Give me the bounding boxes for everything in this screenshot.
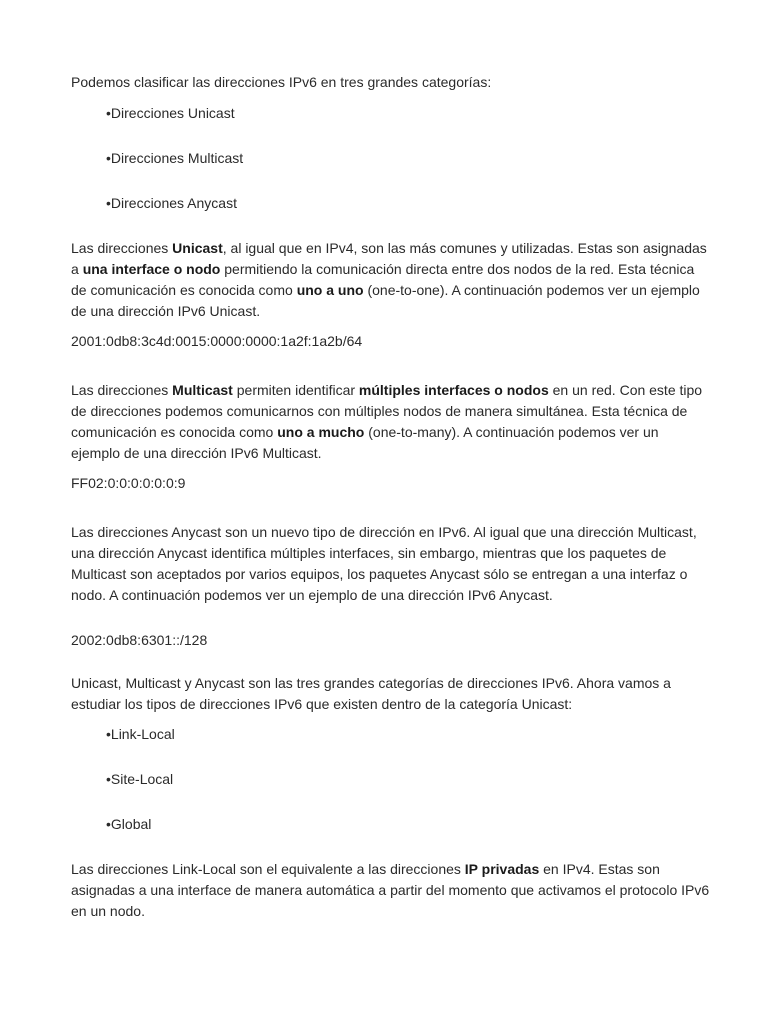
list-item: •Direcciones Multicast <box>106 150 244 166</box>
text-span: Las direcciones Link-Local son el equivalente a las direcciones <box>71 861 465 877</box>
list-item: •Site-Local <box>106 771 174 787</box>
text-span: Las direcciones <box>71 382 173 398</box>
intro-paragraph: Podemos clasificar las direcciones IPv6 en tres grandes categorías: <box>71 74 492 90</box>
bold-term: uno a uno <box>296 282 364 298</box>
anycast-example: 2002:0db8:6301::/128 <box>71 632 208 648</box>
bold-term: IP privadas <box>464 861 540 877</box>
multicast-paragraph <box>71 380 711 464</box>
text-span: permiten identificar <box>232 382 359 398</box>
unicast-types-intro: Unicast, Multicast y Anycast son las tres grandes categorías de direcciones IPv6. Ahora vamos a estudiar los tipos de direcciones IPv6 que existen dentro de la categoría Unicast: <box>71 675 671 712</box>
unicast-paragraph <box>71 238 711 322</box>
text-span: (one-to-many). A continuación podemos ver un ejemplo de una dirección IPv6 Multicast. <box>71 424 659 461</box>
text-span: , al igual que en IPv4, son las más comunes y utilizadas. Estas son asignadas a <box>71 240 707 277</box>
bold-term: múltiples interfaces o nodos <box>358 382 549 398</box>
text-span: en IPv4. Estas son asignadas a una interface de manera automática a partir del momento que activamos el protocolo IPv6 en un nodo. <box>71 861 710 919</box>
text-span: en un red. Con este tipo de direcciones podemos comunicarnos con múltiples nodos de manera simultánea. Esta técnica de comunicación es conocida como <box>71 382 703 440</box>
list-item: •Link-Local <box>106 726 175 742</box>
bold-term: uno a mucho <box>277 424 365 440</box>
linklocal-paragraph <box>71 859 711 922</box>
bold-term: una interface o nodo <box>82 261 221 277</box>
bold-term: Multicast <box>172 382 233 398</box>
anycast-paragraph: Las direcciones Anycast son un nuevo tipo de dirección en IPv6. Al igual que una dirección Multicast, una dirección Anycast identifica múltiples interfaces, sin embargo, mientras que los paquetes de Multicast son aceptados por varios equipos, los paquetes Anycast sólo se entregan a una interfaz o nodo. A continuación podemos ver un ejemplo de una dirección IPv6 Anycast. <box>71 524 697 603</box>
unicast-types-list <box>71 724 711 835</box>
categories-list <box>71 103 711 214</box>
text-span: (one-to-one). A continuación podemos ver un ejemplo de una dirección IPv6 Unicast. <box>71 282 700 319</box>
unicast-example: 2001:0db8:3c4d:0015:0000:0000:1a2f:1a2b/64 <box>71 333 363 349</box>
list-item: •Global <box>106 816 152 832</box>
list-item: •Direcciones Unicast <box>106 105 235 121</box>
list-item: •Direcciones Anycast <box>106 195 237 211</box>
bold-term: Unicast <box>172 240 223 256</box>
document-page <box>71 72 711 931</box>
text-span: permitiendo la comunicación directa entre dos nodos de la red. Esta técnica de comunicación es conocida como <box>71 261 695 298</box>
text-span: Las direcciones <box>71 240 173 256</box>
multicast-example: FF02:0:0:0:0:0:0:9 <box>71 475 186 491</box>
